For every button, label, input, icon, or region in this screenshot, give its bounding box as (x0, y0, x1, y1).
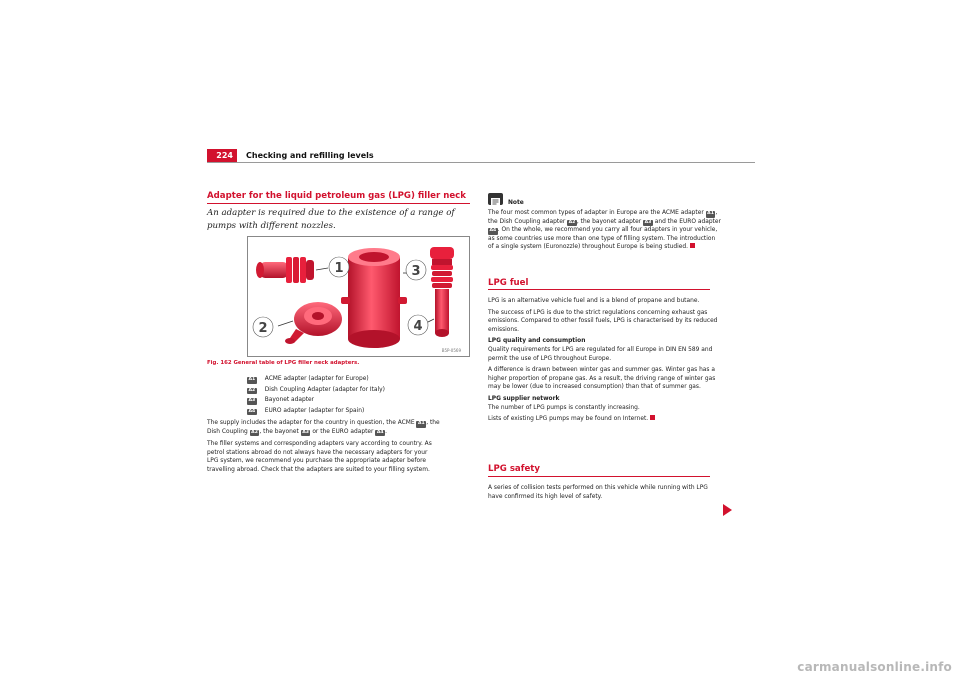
badge-a4-inline: A4 (376, 429, 384, 435)
legend-text-2: Dish Coupling Adapter (adapter for Italy) (264, 386, 385, 393)
lpg-fuel-p5: The number of LPG pumps is constantly increasing. (488, 404, 640, 411)
adapter-intro: An adapter is required due to the existence of a range of pumps with different nozzles. (207, 208, 455, 231)
page-number: 224 (207, 149, 237, 162)
legend-text-1: ACME adapter (adapter for Europe) (264, 376, 369, 382)
adapter-section-rule (207, 203, 470, 204)
badge-a3-inline: A3 (302, 429, 309, 435)
note-badge-a2: A2 (568, 219, 576, 225)
legend-text-4: EURO adapter (adapter for Spain) (264, 407, 365, 414)
lpg-safety-rule (488, 476, 710, 477)
lpg-fuel-rule (488, 289, 710, 290)
lpg-fuel-p2: The success of LPG is due to the strict regulations concerning exhaust gas emissions. Compared to other fossil fuels, LPG is characterised by its reduced emissions. (488, 309, 718, 333)
next-page-arrow-icon[interactable] (723, 504, 732, 516)
lpg-fuel-p1: LPG is an alternative vehicle fuel and is a blend of propane and butane. (488, 298, 700, 304)
header-divider (207, 162, 755, 163)
page-header-title: Checking and refilling levels (246, 151, 374, 160)
acme-adapter (256, 257, 314, 283)
lpg-quality-heading: LPG quality and consumption (488, 338, 586, 345)
lpg-safety-title: LPG safety (488, 464, 541, 474)
legend-item-4 (247, 407, 469, 418)
lpg-fuel-p6: Lists of existing LPG pumps may be found on Internet. (488, 415, 756, 424)
figure-caption: Fig. 162 General table of LPG filler neck adapters. (207, 360, 360, 366)
callout-3 (403, 260, 426, 280)
badge-a4: A4 (248, 408, 256, 414)
note-label: Note (508, 200, 524, 206)
euro-adapter (430, 247, 454, 337)
badge-a3: A3 (248, 398, 256, 403)
note-text: The four most common types of adapter in Europe are the ACME adapter A1 , the Dish Coupling adapter A2 , the bayonet adapter A3 and the EURO adapter A4 . On the whole, we recommend you carry all four adapters in your vehicle, as some countries use more than one type of filling system. The introduction of a single system (Euronozzle) throughout Europe is being studied. (488, 210, 721, 251)
lpg-fuel-p4: A difference is drawn between winter gas and summer gas. Winter gas has a higher proportion of propane gas. As a result, the driving range of winter gas may be lower (due to increased consumption) than that of summer gas. (488, 367, 716, 391)
legend-item-2 (247, 386, 469, 397)
lpg-fuel-title: LPG fuel (488, 278, 529, 288)
dish-coupling-adapter (285, 302, 342, 344)
supply-paragraph: The supply includes the adapter for the country in question, the ACME A1 , the Dish Coupling A2 , the bayonet A3 or the EURO adapter A4 . (207, 420, 440, 435)
badge-a1: A1 (248, 377, 256, 382)
lpg-fuel-p3: Quality requirements for LPG are regulated for all Europe in DIN EN 589 and permit the use of LPG throughout Europe. (488, 346, 713, 362)
lpg-network-heading: LPG supplier network (488, 395, 560, 402)
callout-label-1: 1 (334, 261, 344, 276)
legend-text-3: Bayonet adapter (264, 397, 315, 403)
callout-2 (253, 317, 293, 337)
badge-a2-inline: A2 (251, 429, 258, 435)
filler-systems-paragraph: The filler systems and corresponding adapters vary according to country. As petrol stations abroad do not always have the necessary adapters for your LPG system, we recommend you purchase the appropriate adapter before travelling abroad. Check that the adapters are suited to your filling system. (207, 441, 432, 473)
callout-label-2: 2 (258, 321, 268, 336)
footer-watermark: carmanualsonline.info (797, 660, 952, 674)
note-badge-a4: A4 (489, 228, 497, 234)
callout-label-4: 4 (413, 319, 423, 334)
end-mark (650, 415, 655, 420)
lpg-safety-body: A series of collision tests performed on this vehicle while running with LPG have confirmed its high level of safety. (488, 485, 708, 500)
legend-item-3 (247, 396, 469, 407)
lpg-adapters-figure (247, 236, 470, 357)
note-badge-a1: A1 (707, 211, 714, 216)
lpg-adapters-illustration (248, 237, 469, 356)
adapter-section-title: Adapter for the liquid petroleum gas (LPG) filler neck (207, 191, 466, 201)
bayonet-adapter (341, 248, 407, 348)
lpg-fuel-body (488, 297, 756, 424)
end-mark (690, 243, 695, 248)
note-icon (488, 193, 503, 205)
badge-a2: A2 (248, 387, 256, 393)
callout-1 (316, 257, 349, 277)
badge-a1-inline: A1 (417, 421, 425, 426)
adapter-legend (247, 375, 469, 417)
figure-code: B5P-0569 (441, 348, 461, 353)
note-badge-a3: A3 (644, 219, 652, 225)
callout-label-3: 3 (411, 264, 421, 279)
callout-4 (408, 315, 434, 335)
legend-item-1 (247, 375, 469, 386)
